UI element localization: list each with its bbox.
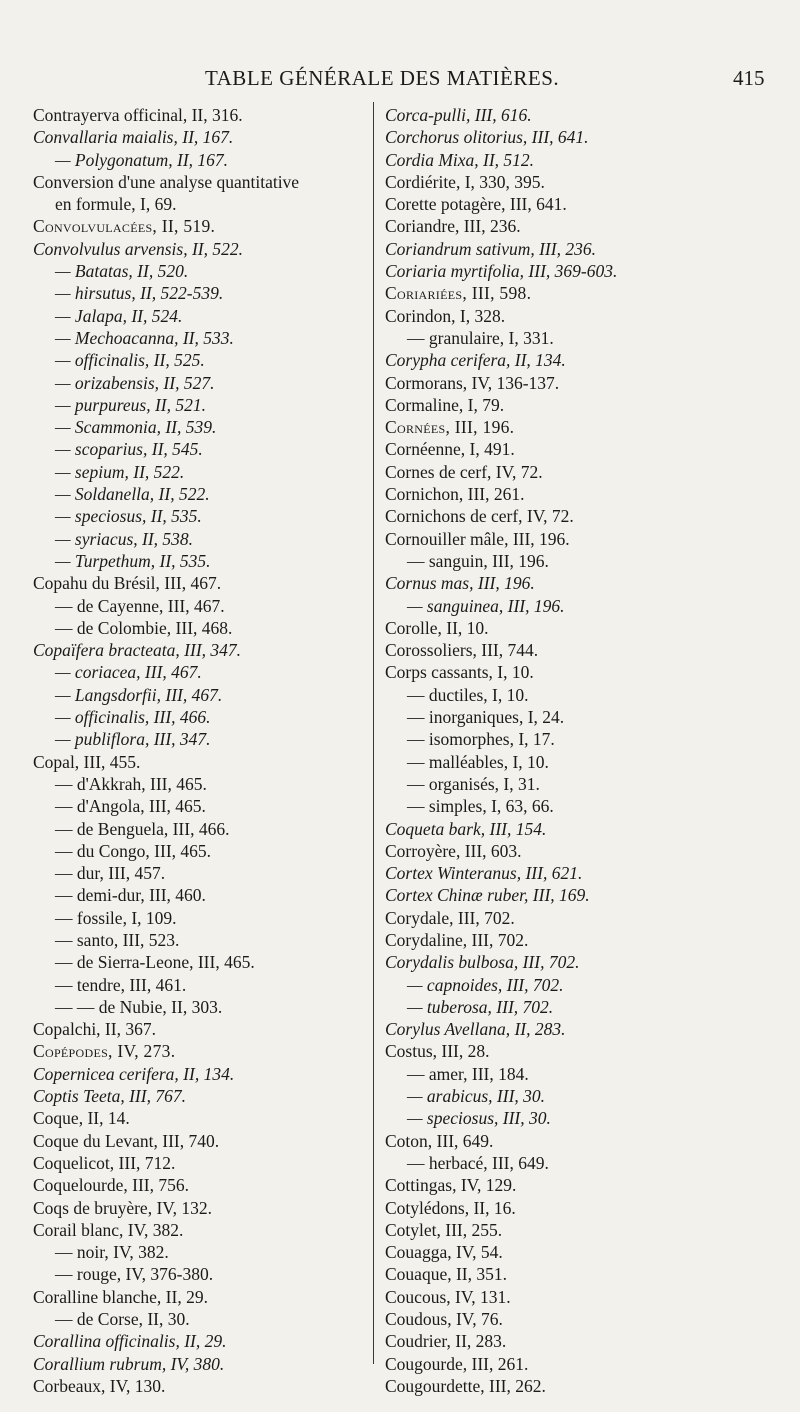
- index-entry: Cormaline, I, 79.: [385, 394, 505, 415]
- index-entry: Coqueta bark, III, 154.: [385, 818, 547, 839]
- index-entry: — orizabensis, II, 527.: [55, 372, 215, 393]
- index-entry: — officinalis, II, 525.: [55, 350, 205, 371]
- index-entry: — granulaire, I, 331.: [407, 327, 554, 348]
- index-entry: Corchorus olitorius, III, 641.: [385, 127, 589, 148]
- index-entry: Coton, III, 649.: [385, 1130, 494, 1151]
- index-entry: — Mechoacanna, II, 533.: [55, 327, 234, 348]
- index-entry: en formule, I, 69.: [55, 194, 177, 215]
- index-entry: Corossoliers, III, 744.: [385, 640, 539, 661]
- index-entry: Coqs de bruyère, IV, 132.: [33, 1197, 213, 1218]
- index-entry: — fossile, I, 109.: [55, 907, 177, 928]
- index-entry: Cornichon, III, 261.: [385, 484, 525, 505]
- page-header: [0, 66, 800, 96]
- index-entry: Corail blanc, IV, 382.: [33, 1219, 184, 1240]
- left-column: [33, 104, 368, 1397]
- index-entry: — Polygonatum, II, 167.: [55, 149, 229, 170]
- index-entry: — capnoides, III, 702.: [407, 974, 564, 995]
- index-entry: Coudous, IV, 76.: [385, 1309, 503, 1330]
- index-entry: Cornouiller mâle, III, 196.: [385, 528, 570, 549]
- index-entry: Coudrier, II, 283.: [385, 1331, 507, 1352]
- index-entry: Corbeaux, IV, 130.: [33, 1375, 166, 1396]
- index-entry: — publiflora, III, 347.: [55, 729, 211, 750]
- index-entry: Copal, III, 455.: [33, 751, 141, 772]
- index-entry: Coque, II, 14.: [33, 1108, 130, 1129]
- index-entry: Corindon, I, 328.: [385, 305, 506, 326]
- index-entry: Cortex Winteranus, III, 621.: [385, 863, 583, 884]
- index-entry: Copaïfera bracteata, III, 347.: [33, 640, 242, 661]
- index-entry: — demi-dur, III, 460.: [55, 885, 206, 906]
- index-entry: Couaque, II, 351.: [385, 1264, 507, 1285]
- index-entry: — d'Angola, III, 465.: [55, 796, 206, 817]
- index-entry: — arabicus, III, 30.: [407, 1086, 546, 1107]
- index-entry: Cotylet, III, 255.: [385, 1219, 503, 1240]
- index-entry: Corolle, II, 10.: [385, 617, 489, 638]
- index-entry: — Jalapa, II, 524.: [55, 305, 183, 326]
- index-entry: — isomorphes, I, 17.: [407, 729, 555, 750]
- index-entry: Corydaline, III, 702.: [385, 929, 529, 950]
- index-entry: Contrayerva officinal, II, 316.: [33, 105, 243, 125]
- index-entry: — inorganiques, I, 24.: [407, 707, 565, 728]
- index-entry: Copalchi, II, 367.: [33, 1019, 156, 1040]
- index-entry: Copépodes, IV, 273.: [33, 1041, 176, 1062]
- index-entry: Couagga, IV, 54.: [385, 1242, 503, 1263]
- index-entry: — speciosus, III, 30.: [407, 1108, 551, 1129]
- index-entry: — de Cayenne, III, 467.: [55, 595, 225, 616]
- index-entry: — officinalis, III, 466.: [55, 707, 211, 728]
- index-entry: Cortex Chinæ ruber, III, 169.: [385, 885, 590, 906]
- index-entry: Coucous, IV, 131.: [385, 1286, 511, 1307]
- index-entry: — — de Nubie, II, 303.: [55, 996, 223, 1017]
- index-entry: Copahu du Brésil, III, 467.: [33, 573, 222, 594]
- index-entry: — tuberosa, III, 702.: [407, 996, 554, 1017]
- index-entry: — speciosus, II, 535.: [55, 506, 202, 527]
- index-entry: Convolvulacées, II, 519.: [33, 216, 216, 237]
- index-entry: Corallium rubrum, IV, 380.: [33, 1353, 225, 1374]
- page-title: TABLE GÉNÉRALE DES MATIÈRES.: [205, 66, 560, 90]
- index-entry: — organisés, I, 31.: [407, 773, 540, 794]
- index-entry: — ductiles, I, 10.: [407, 684, 529, 705]
- index-entry: Corette potagère, III, 641.: [385, 194, 567, 215]
- index-entry: Cottingas, IV, 129.: [385, 1175, 517, 1196]
- index-entry: — sanguinea, III, 196.: [407, 595, 565, 616]
- index-entry: Convallaria maialis, II, 167.: [33, 127, 234, 148]
- index-entry: Costus, III, 28.: [385, 1041, 490, 1062]
- index-entry: — Soldanella, II, 522.: [55, 484, 210, 505]
- index-entry: — de Colombie, III, 468.: [55, 617, 233, 638]
- index-entry: — Scammonia, II, 539.: [55, 417, 217, 438]
- index-entry: — amer, III, 184.: [407, 1063, 529, 1084]
- index-entry: — santo, III, 523.: [55, 929, 180, 950]
- index-entry: — scoparius, II, 545.: [55, 439, 203, 460]
- index-entry: Convolvulus arvensis, II, 522.: [33, 238, 243, 259]
- index-entry: Cornées, III, 196.: [385, 417, 515, 438]
- index-entry: Cougourde, III, 261.: [385, 1353, 529, 1374]
- index-entry: — Batatas, II, 520.: [55, 261, 189, 282]
- index-entry: — de Corse, II, 30.: [55, 1309, 190, 1330]
- index-entry: Cougourdette, III, 262.: [385, 1375, 546, 1396]
- index-entry: — d'Akkrah, III, 465.: [55, 773, 207, 794]
- index-entry: — Turpethum, II, 535.: [55, 550, 211, 571]
- index-entry: Corylus Avellana, II, 283.: [385, 1019, 566, 1040]
- index-entry: Corca-pulli, III, 616.: [385, 105, 532, 125]
- index-entry: Cormorans, IV, 136-137.: [385, 372, 560, 393]
- index-entry: Coquelourde, III, 756.: [33, 1175, 190, 1196]
- page-number: 415: [733, 66, 765, 90]
- index-entry: Cornes de cerf, IV, 72.: [385, 461, 543, 482]
- index-entry: Coriaria myrtifolia, III, 369-603.: [385, 261, 618, 282]
- index-entry: — tendre, III, 461.: [55, 974, 187, 995]
- index-entry: Cornus mas, III, 196.: [385, 573, 535, 594]
- right-column: [385, 104, 785, 1397]
- index-entry: Corallina officinalis, II, 29.: [33, 1331, 227, 1352]
- index-entry: — purpureus, II, 521.: [55, 394, 207, 415]
- index-entry: Coriandre, III, 236.: [385, 216, 521, 237]
- index-entry: — dur, III, 457.: [55, 863, 166, 884]
- index-entry: Corypha cerifera, II, 134.: [385, 350, 566, 371]
- index-entry: — hirsutus, II, 522-539.: [55, 283, 224, 304]
- index-entry: Corps cassants, I, 10.: [385, 662, 534, 683]
- index-entry: — de Benguela, III, 466.: [55, 818, 230, 839]
- index-entry: Coriandrum sativum, III, 236.: [385, 238, 596, 259]
- index-entry: — rouge, IV, 376-380.: [55, 1264, 214, 1285]
- index-entry: — syriacus, II, 538.: [55, 528, 194, 549]
- index-entry: Corroyère, III, 603.: [385, 840, 522, 861]
- index-entry: Corydalis bulbosa, III, 702.: [385, 952, 580, 973]
- index-entry: Conversion d'une analyse quantitative: [33, 171, 300, 192]
- index-entry: Coque du Levant, III, 740.: [33, 1130, 220, 1151]
- index-entry: — coriacea, III, 467.: [55, 662, 202, 683]
- index-entry: — de Sierra-Leone, III, 465.: [55, 952, 255, 973]
- index-entry: Cordia Mixa, II, 512.: [385, 149, 535, 170]
- index-entry: Copernicea cerifera, II, 134.: [33, 1063, 235, 1084]
- index-entry: Coriariées, III, 598.: [385, 283, 532, 304]
- index-entry: Cornéenne, I, 491.: [385, 439, 515, 460]
- index-entry: — noir, IV, 382.: [55, 1242, 169, 1263]
- index-entry: — malléables, I, 10.: [407, 751, 549, 772]
- index-entry: Cotylédons, II, 16.: [385, 1197, 516, 1218]
- index-entry: — sanguin, III, 196.: [407, 550, 549, 571]
- index-entry: — Langsdorfii, III, 467.: [55, 684, 223, 705]
- index-entry: — simples, I, 63, 66.: [407, 796, 554, 817]
- index-entry: — du Congo, III, 465.: [55, 840, 212, 861]
- index-entry: — sepium, II, 522.: [55, 461, 185, 482]
- index-entry: Corydale, III, 702.: [385, 907, 515, 928]
- index-entry: Coralline blanche, II, 29.: [33, 1286, 208, 1307]
- index-entry: Coquelicot, III, 712.: [33, 1152, 176, 1173]
- index-entry: Cornichons de cerf, IV, 72.: [385, 506, 574, 527]
- index-entry: Cordiérite, I, 330, 395.: [385, 171, 545, 192]
- column-divider: [373, 102, 374, 1364]
- index-entry: Coptis Teeta, III, 767.: [33, 1086, 186, 1107]
- index-entry: — herbacé, III, 649.: [407, 1152, 549, 1173]
